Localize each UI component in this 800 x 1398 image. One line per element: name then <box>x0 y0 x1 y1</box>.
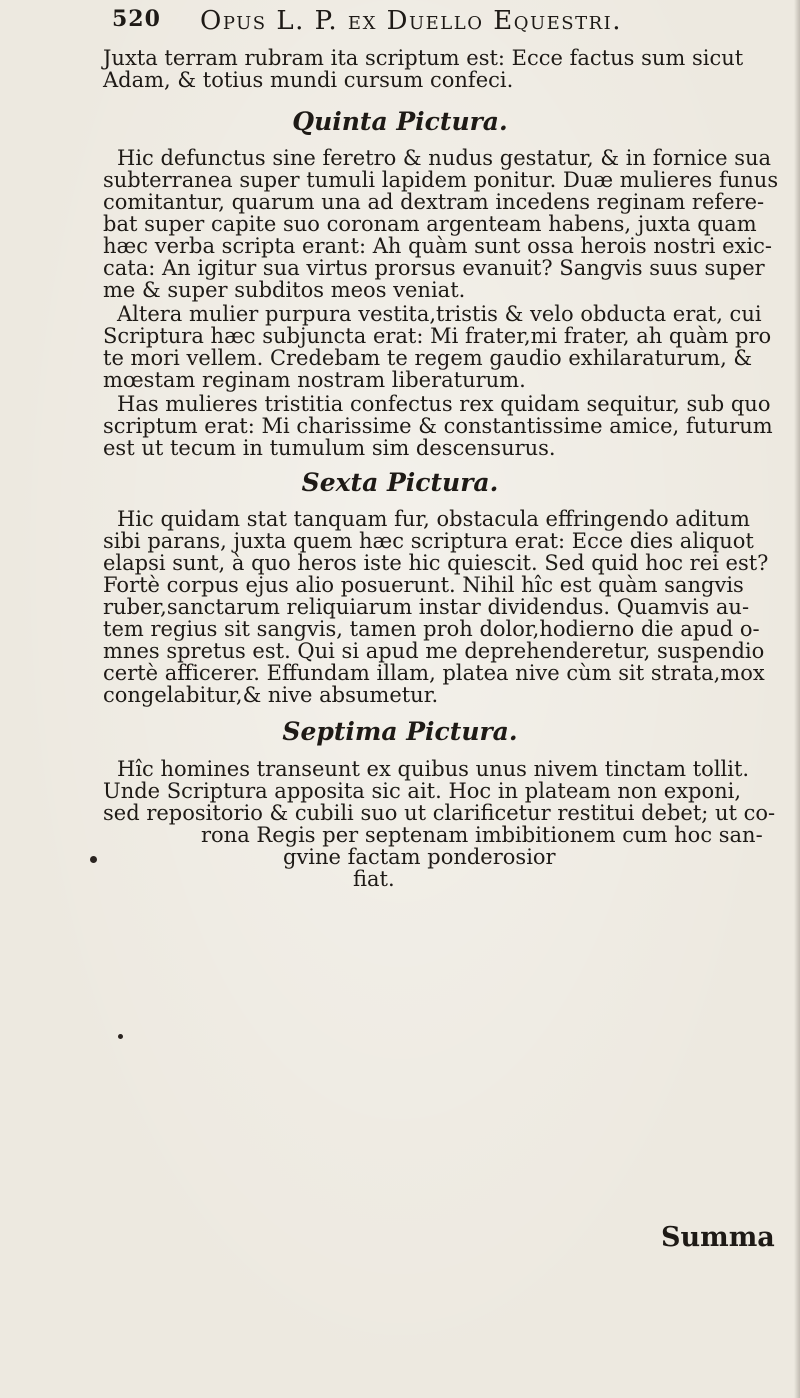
running-title: Opus L. P. ex Duello Equestri. <box>200 6 623 36</box>
page-header <box>112 6 762 40</box>
text-line: Hîc homines transeunt ex quibus unus nivem tinctam tollit. <box>117 757 750 781</box>
text-line: tem regius sit sangvis, tamen proh dolor,hodierno die apud o- <box>103 617 760 641</box>
text-line: Fortè corpus ejus alio posuerunt. Nihil hîc est quàm sangvis <box>103 573 744 597</box>
text-line: cata: An igitur sua virtus prorsus evanuit? Sangvis suus super <box>103 256 765 280</box>
text-line: Unde Scriptura apposita sic ait. Hoc in plateam non exponi, <box>103 779 742 803</box>
section-heading-quinta: Quinta Pictura. <box>292 107 508 136</box>
page-number: 520 <box>112 6 161 32</box>
text-line: gvine factam ponderosior <box>283 845 556 869</box>
section-septima-paragraph-1 <box>103 758 775 890</box>
intro-paragraph <box>103 47 775 91</box>
page-edge-shadow <box>794 0 800 1398</box>
text-line: hæc verba scripta erant: Ah quàm sunt ossa herois nostri exic- <box>103 234 772 258</box>
text-line: ruber,sanctarum reliquiarum instar dividendus. Quamvis au- <box>103 595 750 619</box>
text-line: Hic quidam stat tanquam fur, obstacula effringendo aditum <box>117 507 750 531</box>
text-line: mœstam reginam nostram liberaturum. <box>103 368 526 392</box>
text-line: Altera mulier purpura vestita,tristis & velo obducta erat, cui <box>117 302 762 326</box>
text-line: subterranea super tumuli lapidem ponitur. Duæ mulieres funus <box>103 168 779 192</box>
text-line: sed repositorio & cubili suo ut clarificetur restitui debet; ut co- <box>103 801 776 825</box>
text-line: me & super subditos meos veniat. <box>103 278 466 302</box>
text-line: Adam, & totius mundi cursum confeci. <box>103 68 514 92</box>
text-line: mnes spretus est. Qui si apud me deprehenderetur, suspendio <box>103 639 765 663</box>
text-line: Has mulieres tristitia confectus rex quidam sequitur, sub quo <box>117 392 771 416</box>
text-line: bat super capite suo coronam argenteam habens, juxta quam <box>103 212 757 236</box>
section-heading-septima: Septima Pictura. <box>282 717 518 746</box>
section-quinta-paragraph-3 <box>103 393 775 459</box>
text-line: sibi parans, juxta quem hæc scriptura erat: Ecce dies aliquot <box>103 529 754 553</box>
section-heading-sexta: Sexta Pictura. <box>301 468 499 497</box>
ink-blot <box>90 856 97 863</box>
section-quinta-paragraph-1 <box>103 146 779 302</box>
text-line: comitantur, quarum una ad dextram incedens reginam refere- <box>103 190 765 214</box>
text-line: Hic defunctus sine feretro & nudus gestatur, & in fornice sua <box>117 146 772 170</box>
ink-blot <box>118 1034 123 1039</box>
text-line: est ut tecum in tumulum sim descensurus. <box>103 436 556 460</box>
text-line: te mori vellem. Credebam te regem gaudio exhilaraturum, & <box>103 346 753 370</box>
text-line: Juxta terram rubram ita scriptum est: Ecce factus sum sicut <box>103 46 744 70</box>
catchword: Summa <box>661 1222 775 1253</box>
text-line: elapsi sunt, à quo heros iste hic quiescit. Sed quid hoc rei est? <box>103 551 769 575</box>
text-line: certè afficerer. Effundam illam, platea nive cùm sit strata,mox <box>103 661 765 685</box>
section-sexta-paragraph-1 <box>103 508 775 706</box>
text-line: rona Regis per septenam imbibitionem cum hoc san- <box>201 823 763 847</box>
text-line: fiat. <box>353 867 395 891</box>
section-quinta-paragraph-2 <box>103 303 775 391</box>
text-line: Scriptura hæc subjuncta erat: Mi frater,mi frater, ah quàm pro <box>103 324 772 348</box>
text-line: congelabitur,& nive absumetur. <box>103 683 439 707</box>
text-line: scriptum erat: Mi charissime & constantissime amice, futurum <box>103 414 773 438</box>
